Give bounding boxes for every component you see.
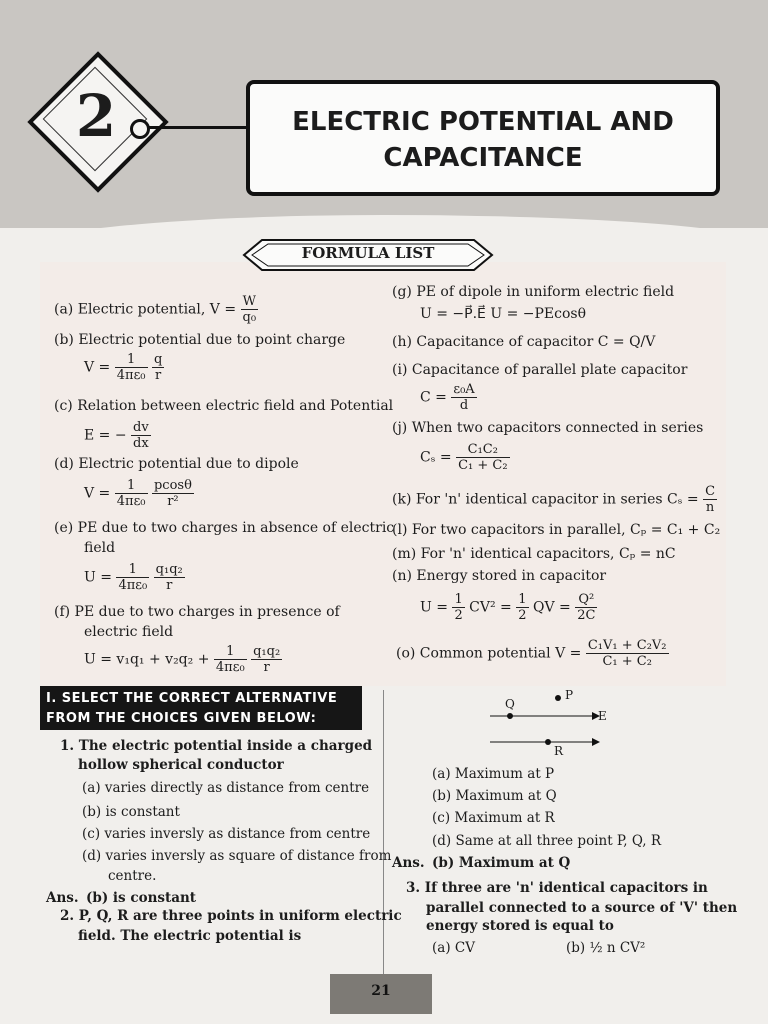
formula-h: (h) Capacitance of capacitor C = Q/V (392, 334, 656, 350)
formula-j: Cₛ = $\frac{\text{C₁C₂}}{\text{C₁ + C₂}}$ (420, 442, 508, 473)
formula-b-label: (b) Electric potential due to point charge (54, 332, 346, 348)
formula-l: (l) For two capacitors in parallel, Cₚ = C₁ + C₂ (392, 522, 721, 538)
chapter-number: 2 (75, 82, 117, 150)
formula-c-label: (c) Relation between electric field and Potential (54, 398, 394, 414)
formula-b: V = $\frac{1}{\text{4πε₀}}$ $\frac{q}{r}$ (84, 352, 163, 383)
q3-text-line3: energy stored is equal to (426, 918, 614, 934)
label-e: E (598, 709, 607, 723)
page-number: 21 (330, 974, 432, 1014)
formula-k: (k) For 'n' identical capacitor in series Cₛ = $\frac{C}{n}$ (392, 484, 716, 515)
formula-g-label: (g) PE of dipole in uniform electric field (392, 284, 675, 300)
connector-ring-icon (130, 119, 150, 139)
formula-f-label2: electric field (84, 624, 174, 640)
q2-option-d: (d) Same at all three point P, Q, R (432, 833, 661, 849)
label-r: R (554, 744, 564, 758)
q3-option-a: (a) CV (432, 940, 475, 956)
formula-a: (a) Electric potential, V = $\frac{W}{\text{q₀}}$ (54, 294, 257, 325)
q2-text-line2: field. The electric potential is (78, 928, 302, 944)
formula-i-label: (i) Capacitance of parallel plate capacitor (392, 362, 688, 378)
q2-option-a: (a) Maximum at P (432, 766, 555, 782)
formula-e: U = $\frac{1}{\text{4πε₀}}$ $\frac{\text{q₁q₂}}{r}$ (84, 562, 183, 593)
label-p: P (565, 688, 574, 702)
formula-g: U = −P⃗.E⃗ U = −PEcosθ (420, 306, 587, 322)
q1-option-c: (c) varies inversly as distance from centre (82, 826, 371, 842)
formula-d-label: (d) Electric potential due to dipole (54, 456, 299, 472)
q1-text-line1: 1. The electric potential inside a charged (60, 738, 373, 754)
q3-option-b: (b) ½ n CV² (566, 940, 646, 956)
section-heading (40, 686, 362, 730)
formula-f-label: (f) PE due to two charges in presence of (54, 604, 340, 620)
arrow-icon (592, 738, 600, 746)
formula-c: E = − $\frac{dv}{dx}$ (84, 420, 149, 451)
formula-n-label: (n) Energy stored in capacitor (392, 568, 607, 584)
q1-option-d-cont: centre. (108, 868, 157, 884)
chapter-title-line2: CAPACITANCE (383, 143, 583, 173)
q2-text-line1: 2. P, Q, R are three points in uniform electric (60, 908, 402, 924)
point-p-icon (555, 695, 561, 701)
formula-d: V = $\frac{1}{\text{4πε₀}}$ $\frac{pcos\theta}{\text{r²}}$ (84, 478, 192, 509)
formula-e-label2: field (84, 540, 116, 556)
formula-list-heading: FORMULA LIST (301, 244, 435, 262)
formula-m: (m) For 'n' identical capacitors, Cₚ = nC (392, 546, 676, 562)
q2-option-c: (c) Maximum at R (432, 810, 555, 826)
q2-answer-label: Ans. (392, 855, 425, 871)
formula-e-label: (e) PE due to two charges in absence of electric (54, 520, 395, 536)
formula-n: U = $\frac{1}{2}$ CV² = $\frac{1}{2}$ QV = $\frac{\text{Q²}}{2C}$ (420, 592, 596, 623)
q3-text-line2: parallel connected to a source of 'V' then (426, 900, 738, 916)
q1-option-d: (d) varies inversly as square of distance from (82, 848, 392, 864)
formula-f: U = v₁q₁ + v₂q₂ + $\frac{1}{\text{4πε₀}}$ $\frac{\text{q₁q₂}}{r}$ (84, 644, 281, 675)
chapter-title-box (246, 80, 720, 196)
q2-answer: (b) Maximum at Q (432, 855, 571, 871)
q3-text-line1: 3. If three are 'n' identical capacitors in (406, 880, 708, 896)
formula-o: (o) Common potential V = $\frac{\text{C₁V₁ + C₂V₂}}{\text{C₁ + C₂}}$ (396, 638, 667, 669)
q1-option-a: (a) varies directly as distance from centre (82, 780, 370, 796)
q1-answer: (b) is constant (86, 890, 197, 906)
formula-panel (40, 262, 726, 686)
connector-line (136, 126, 248, 129)
q1-option-b: (b) is constant (82, 804, 180, 820)
q1-text-line2: hollow spherical conductor (78, 757, 284, 773)
formula-i: C = $\frac{\text{ε₀A}}{d}$ (420, 382, 475, 413)
q2-option-b: (b) Maximum at Q (432, 788, 557, 804)
chapter-title-line1: ELECTRIC POTENTIAL AND (292, 107, 674, 137)
formula-j-label: (j) When two capacitors connected in series (392, 420, 704, 436)
label-q: Q (505, 697, 515, 711)
section-heading-line2: FROM THE CHOICES GIVEN BELOW: (46, 711, 317, 726)
point-r-icon (545, 739, 551, 745)
point-q-icon (507, 713, 513, 719)
column-divider (383, 690, 384, 980)
q1-answer-label: Ans. (46, 890, 79, 906)
section-heading-line1: I. SELECT THE CORRECT ALTERNATIVE (46, 691, 338, 706)
